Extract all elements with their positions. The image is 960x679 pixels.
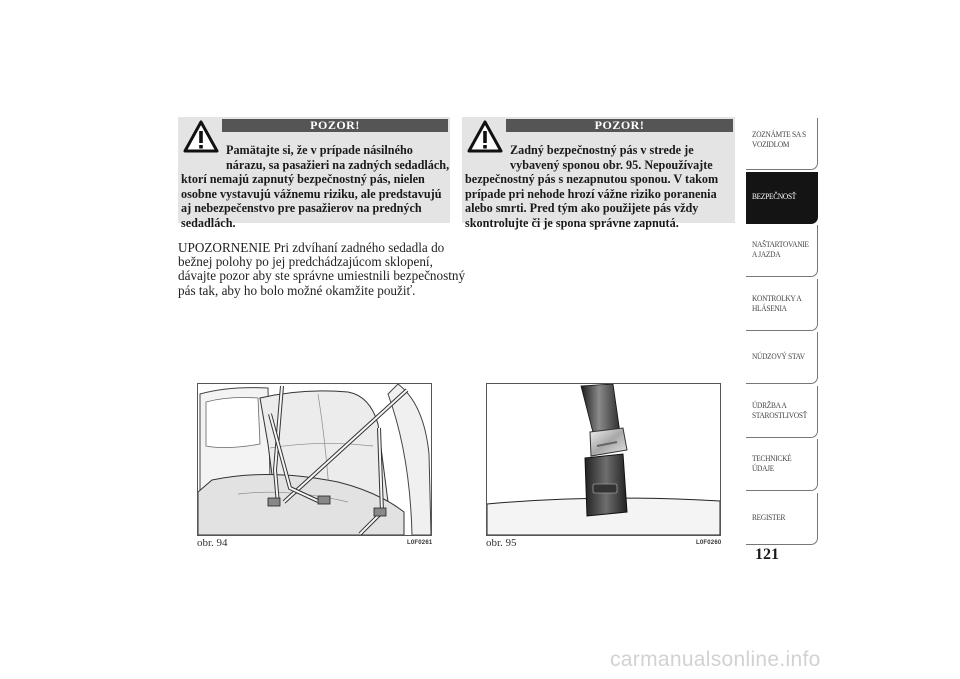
warning-box-2 (462, 117, 735, 230)
chapter-tabs (746, 118, 818, 546)
tab-safety[interactable] (746, 172, 818, 224)
tab-label: NAŠTARTOVANIE A JAZDA (752, 240, 809, 259)
page-number: 121 (755, 546, 779, 563)
warning-title: POZOR! (222, 119, 448, 132)
tab-label: REGISTER (752, 512, 786, 522)
tab-label: TECHNICKÉ ÚDAJE (752, 454, 792, 473)
tab-label: ÚDRŽBA A STAROSTLIVOSŤ (752, 400, 807, 420)
tab-technical-data[interactable] (746, 439, 818, 491)
note-paragraph: UPOZORNENIE Pri zdvíhaní zadného sedadla do bežnej polohy po jej predchádzajúcom sklopení, dávajte pozor aby ste správne umiestnili bezpečnostný pás tak, aby ho bolo možné okamžite použiť. (178, 240, 466, 298)
figure-caption: obr. 94 (197, 537, 228, 549)
tab-label: KONTROLKY A HLÁSENIA (752, 293, 802, 313)
tab-starting-driving[interactable] (746, 225, 818, 277)
tab-emergency[interactable] (746, 332, 818, 384)
figure-code: L0F0261 (407, 540, 433, 546)
tab-label: BEZPEČNOSŤ (752, 191, 797, 201)
tab-warning-lights[interactable] (746, 279, 818, 331)
figure-94-rear-seat (197, 383, 432, 536)
tab-index[interactable] (746, 493, 818, 545)
warning-text: Zadný bezpečnostný pás v strede je vybavený sponou obr. 95. Nepoužívajte bezpečnostný pás s nezapnutou sponou. V takom prípade pri nehode hrozí vážne riziko poranenia alebo smrti. Pred tým ako použijete pás vždy skontrolujte či je spona správne zapnutá. (465, 143, 719, 230)
belt-buckle-illustration (487, 384, 720, 535)
tab-introduction[interactable] (746, 118, 818, 170)
tab-maintenance[interactable] (746, 386, 818, 438)
tab-label: NÚDZOVÝ STAV (752, 352, 805, 361)
tab-label: ZOZNÁMTE SA S VOZIDLOM (752, 130, 806, 149)
warning-title: POZOR! (506, 119, 733, 132)
figure-caption: obr. 95 (486, 537, 517, 549)
rear-seat-belt-illustration (198, 384, 431, 535)
watermark: carmanualsonline.info (610, 648, 821, 671)
warning-text: Pamätajte si, že v prípade násilného nárazu, sa pasažieri na zadných sedadlách, ktorí nemajú zapnutý bezpečnostný pás, nielen osobne vystavujú vážnemu riziku, ale predstavujú aj nebezpečenstvo pre pasažierov na predných sedadlách. (181, 143, 450, 230)
figure-code: L0F0260 (696, 540, 722, 546)
warning-box-1 (178, 117, 450, 230)
figure-95-belt-buckle (486, 383, 721, 536)
